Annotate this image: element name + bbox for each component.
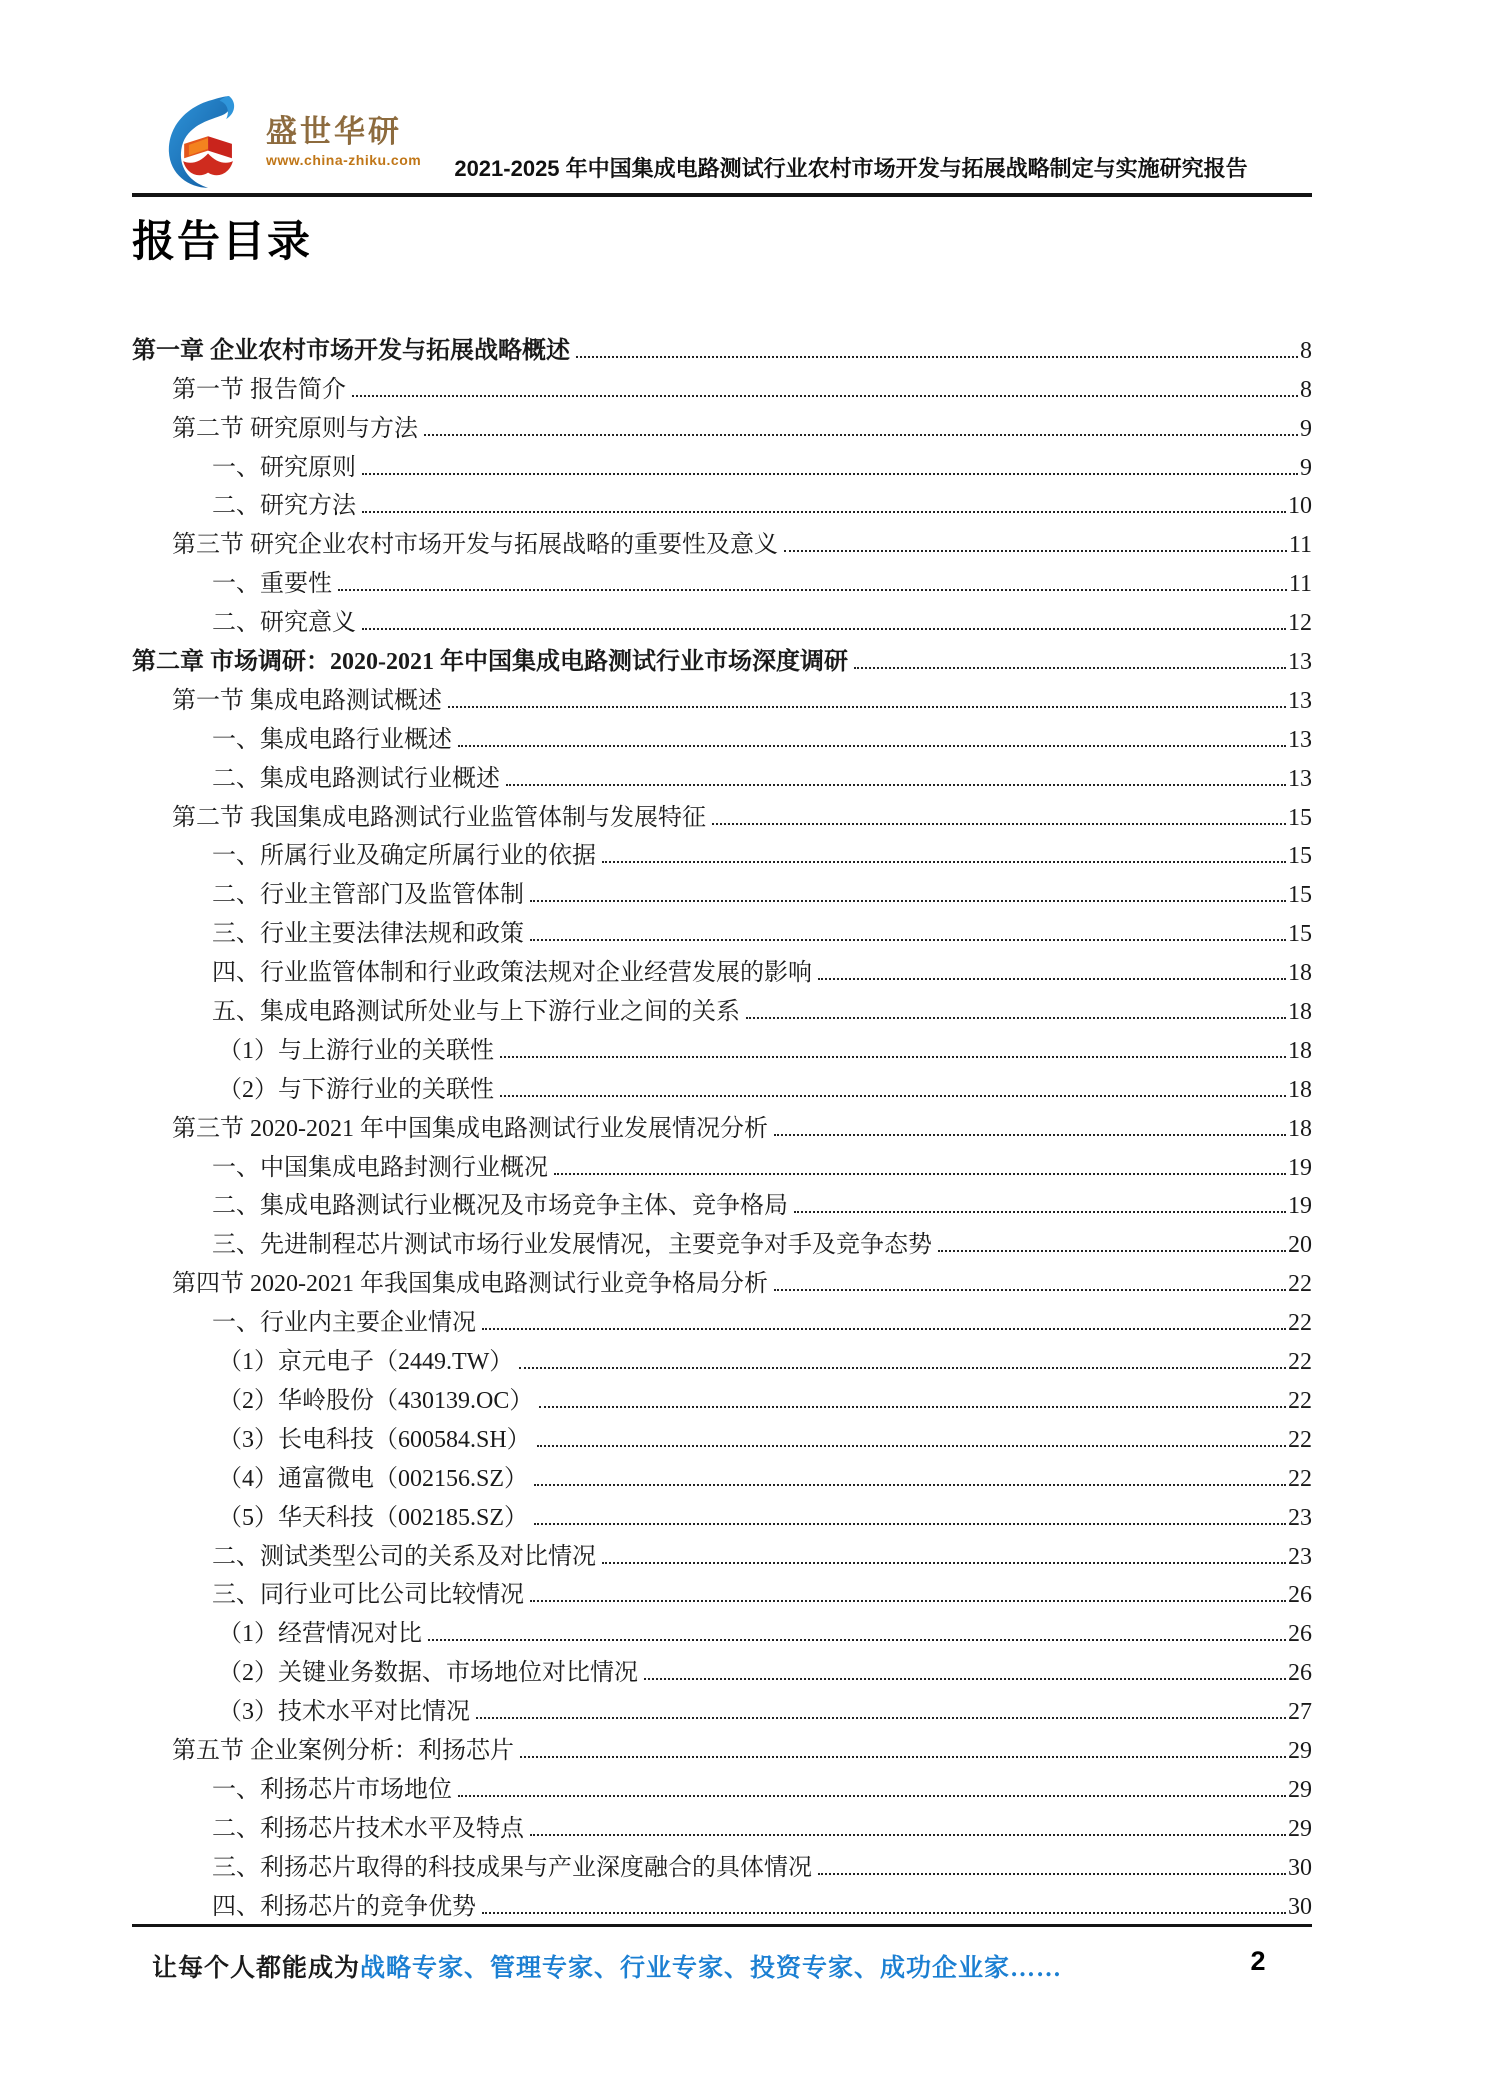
toc-entry-text: 一、研究原则 [212,454,356,481]
toc-entry [132,1883,1312,1922]
toc-leader-dots [362,473,1298,475]
toc-leader-dots [506,784,1286,786]
toc-entry [132,949,1312,988]
toc-entry-text: 二、集成电路测试行业概况及市场竞争主体、竞争格局 [212,1193,788,1220]
toc-entry-page: 26 [1288,1621,1312,1648]
toc-entry-page: 30 [1288,1893,1312,1920]
toc-entry-text: 三、行业主要法律法规和政策 [212,921,524,948]
toc-entry-text: 一、中国集成电路封测行业概况 [212,1154,548,1181]
toc-entry [132,677,1312,716]
toc-entry [132,1766,1312,1805]
toc-entry [132,1649,1312,1688]
report-title: 2021-2025 年中国集成电路测试行业农村市场开发与拓展战略制定与实施研究报告 [454,156,1248,181]
toc-entry-text: （2）与下游行业的关联性 [218,1076,494,1103]
toc-entry-text: （1）与上游行业的关联性 [218,1037,494,1064]
toc-entry [132,1572,1312,1611]
toc-leader-dots [818,1873,1286,1875]
toc-entry-page: 26 [1288,1660,1312,1687]
toc-entry [132,405,1312,444]
toc-entry [132,833,1312,872]
logo-swoosh-book-icon [166,94,252,190]
toc-leader-dots [602,861,1286,863]
toc-entry-text: 三、先进制程芯片测试市场行业发展情况，主要竞争对手及竞争态势 [212,1232,932,1259]
toc-entry-page: 22 [1288,1465,1312,1492]
toc-entry-text: 三、利扬芯片取得的科技成果与产业深度融合的具体情况 [212,1854,812,1881]
toc-entry [132,1805,1312,1844]
toc-entry-text: 二、测试类型公司的关系及对比情况 [212,1543,596,1570]
toc-entry-text: 第二节 研究原则与方法 [172,415,418,442]
toc-entry-page: 22 [1288,1271,1312,1298]
toc-entry-page: 18 [1288,1037,1312,1064]
toc-leader-dots [424,434,1298,436]
toc-entry-text: 一、利扬芯片市场地位 [212,1776,452,1803]
toc-entry [132,1727,1312,1766]
toc-entry-text: 二、利扬芯片技术水平及特点 [212,1815,524,1842]
toc-entry-text: （1）经营情况对比 [218,1621,422,1648]
toc-leader-dots [500,1056,1286,1058]
toc-entry-text: 二、研究意义 [212,610,356,637]
toc-entry-page: 29 [1288,1776,1312,1803]
toc-entry-page: 13 [1288,726,1312,753]
toc-leader-dots [530,1600,1286,1602]
toc-leader-dots [520,1756,1286,1758]
company-logo [166,94,421,190]
toc-entry [132,1455,1312,1494]
toc-leader-dots [519,1367,1286,1369]
toc-entry-page: 18 [1288,999,1312,1026]
brand-website: www.china-zhiku.com [266,152,422,169]
toc-entry [132,1416,1312,1455]
toc-entry [132,1688,1312,1727]
toc-entry [132,794,1312,833]
brand-name: 盛世华研 [266,113,402,149]
toc-entry-page: 18 [1288,1115,1312,1142]
toc-entry [132,521,1312,560]
toc-leader-dots [854,667,1286,669]
page-title: 报告目录 [132,218,312,266]
toc-entry-page: 29 [1288,1737,1312,1764]
toc-entry-page: 29 [1288,1815,1312,1842]
footer-slogan [152,1948,1152,1984]
footer-highlight: 战略专家、管理专家、行业专家、投资专家、成功企业家…… [360,1955,1063,1982]
toc-entry-text: 第二章 市场调研：2020-2021 年中国集成电路测试行业市场深度调研 [132,649,848,676]
toc-entry-page: 10 [1288,493,1312,520]
toc-leader-dots [530,1834,1286,1836]
toc-entry-page: 11 [1288,571,1312,598]
toc-leader-dots [500,1095,1286,1097]
toc-entry-page: 23 [1288,1543,1312,1570]
toc-entry-page: 18 [1288,1076,1312,1103]
toc-entry [132,1183,1312,1222]
toc-leader-dots [338,589,1287,591]
toc-entry-page: 26 [1288,1582,1312,1609]
toc-entry [132,1533,1312,1572]
toc-leader-dots [448,706,1286,708]
toc-leader-dots [534,1484,1286,1486]
toc-leader-dots [784,550,1287,552]
toc-entry [132,1066,1312,1105]
toc-entry [132,1299,1312,1338]
toc-entry [132,755,1312,794]
toc-entry-page: 8 [1300,337,1312,364]
toc-entry [132,988,1312,1027]
toc-entry [132,1221,1312,1260]
toc-entry-page: 12 [1288,610,1312,637]
toc-list [132,327,1312,1922]
toc-leader-dots [482,1328,1286,1330]
toc-entry-page: 22 [1288,1387,1312,1414]
toc-entry-text: 二、行业主管部门及监管体制 [212,882,524,909]
toc-leader-dots [576,356,1298,358]
toc-leader-dots [644,1678,1286,1680]
footer-divider [132,1924,1312,1927]
toc-entry-page: 13 [1288,649,1312,676]
toc-entry [132,1260,1312,1299]
toc-leader-dots [818,978,1286,980]
toc-entry-page: 27 [1288,1699,1312,1726]
header-divider [132,193,1312,197]
toc-entry-text: 五、集成电路测试所处业与上下游行业之间的关系 [212,999,740,1026]
toc-entry [132,483,1312,522]
toc-entry-page: 9 [1300,415,1312,442]
toc-entry-page: 15 [1288,843,1312,870]
toc-entry-text: 一、行业内主要企业情况 [212,1310,476,1337]
toc-leader-dots [554,1173,1286,1175]
toc-entry [132,366,1312,405]
toc-entry-page: 18 [1288,960,1312,987]
toc-entry-text: 一、所属行业及确定所属行业的依据 [212,843,596,870]
toc-entry-page: 30 [1288,1854,1312,1881]
toc-entry-text: 第二节 我国集成电路测试行业监管体制与发展特征 [172,804,706,831]
toc-entry-text: 第四节 2020-2021 年我国集成电路测试行业竞争格局分析 [172,1271,768,1298]
toc-leader-dots [352,395,1298,397]
toc-entry-text: （2）关键业务数据、市场地位对比情况 [218,1660,638,1687]
toc-entry [132,1844,1312,1883]
toc-entry [132,910,1312,949]
toc-entry-page: 22 [1288,1349,1312,1376]
toc-entry-text: （3）技术水平对比情况 [218,1699,470,1726]
toc-entry-page: 9 [1300,454,1312,481]
toc-entry-text: 第一章 企业农村市场开发与拓展战略概述 [132,337,570,364]
toc-entry-page: 8 [1300,376,1312,403]
toc-entry-text: 四、利扬芯片的竞争优势 [212,1893,476,1920]
toc-entry-page: 15 [1288,882,1312,909]
toc-entry-text: （2）华岭股份（430139.OC） [218,1387,534,1414]
toc-leader-dots [938,1250,1286,1252]
toc-leader-dots [774,1289,1286,1291]
toc-leader-dots [530,900,1286,902]
toc-entry [132,871,1312,910]
toc-leader-dots [539,1406,1286,1408]
toc-entry-page: 13 [1288,687,1312,714]
footer-slogan-prefix: 让每个人都能成为 [152,1955,361,1982]
toc-leader-dots [537,1445,1286,1447]
toc-entry-page: 22 [1288,1426,1312,1453]
toc-entry [132,444,1312,483]
toc-entry-page: 19 [1288,1154,1312,1181]
toc-entry-text: （4）通富微电（002156.SZ） [218,1465,529,1492]
toc-entry [132,1027,1312,1066]
toc-entry [132,716,1312,755]
toc-entry-text: 第三节 研究企业农村市场开发与拓展战略的重要性及意义 [172,532,778,559]
toc-entry-page: 23 [1288,1504,1312,1531]
footer-page-number: 2 [1250,1946,1266,1976]
toc-entry [132,1338,1312,1377]
toc-entry-text: 三、同行业可比公司比较情况 [212,1582,524,1609]
toc-leader-dots [746,1017,1286,1019]
toc-leader-dots [712,823,1286,825]
toc-entry-page: 11 [1288,532,1312,559]
toc-entry-text: （3）长电科技（600584.SH） [218,1426,531,1453]
toc-entry-page: 13 [1288,765,1312,792]
toc-leader-dots [362,511,1286,513]
toc-leader-dots [476,1717,1286,1719]
toc-entry-page: 20 [1288,1232,1312,1259]
toc-entry [132,327,1312,366]
toc-leader-dots [428,1639,1286,1641]
toc-entry-text: 第五节 企业案例分析：利扬芯片 [172,1737,514,1764]
toc-leader-dots [530,939,1286,941]
toc-entry-text: 四、行业监管体制和行业政策法规对企业经营发展的影响 [212,960,812,987]
toc-leader-dots [602,1562,1286,1564]
toc-entry-page: 19 [1288,1193,1312,1220]
toc-leader-dots [774,1134,1286,1136]
toc-entry-text: 第三节 2020-2021 年中国集成电路测试行业发展情况分析 [172,1115,768,1142]
toc-entry-text: 一、集成电路行业概述 [212,726,452,753]
toc-entry-text: （5）华天科技（002185.SZ） [218,1504,529,1531]
toc-entry [132,638,1312,677]
toc-leader-dots [362,628,1286,630]
toc-entry-text: （1）京元电子（2449.TW） [218,1349,514,1376]
toc-entry-page: 22 [1288,1310,1312,1337]
toc-entry [132,560,1312,599]
toc-entry [132,599,1312,638]
toc-entry [132,1494,1312,1533]
toc-leader-dots [482,1912,1286,1914]
toc-entry-text: 第一节 报告简介 [172,376,346,403]
toc-entry-text: 二、集成电路测试行业概述 [212,765,500,792]
toc-entry [132,1610,1312,1649]
toc-entry [132,1144,1312,1183]
toc-entry-page: 15 [1288,804,1312,831]
toc-entry [132,1377,1312,1416]
toc-entry-text: 二、研究方法 [212,493,356,520]
toc-leader-dots [794,1211,1286,1213]
toc-entry-text: 第一节 集成电路测试概述 [172,687,442,714]
toc-entry-page: 15 [1288,921,1312,948]
toc-entry [132,1105,1312,1144]
toc-leader-dots [458,745,1286,747]
toc-leader-dots [458,1795,1286,1797]
toc-entry-text: 一、重要性 [212,571,332,598]
toc-leader-dots [534,1523,1286,1525]
